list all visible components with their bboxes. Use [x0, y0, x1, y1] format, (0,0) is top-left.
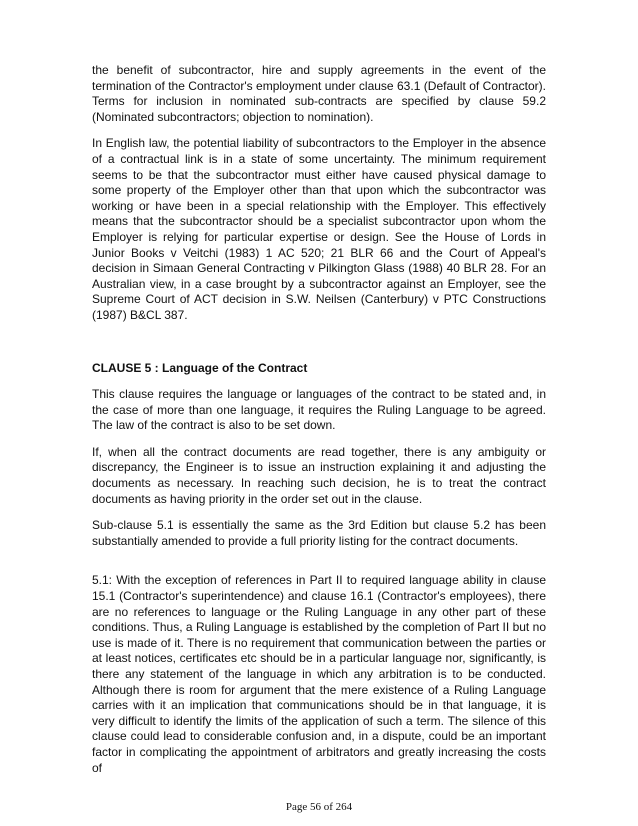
paragraph-clause-requirements: This clause requires the language or languages of the contract to be stated and, in the case of more than one language, it requires the Ruling Language to be agreed. The law of the contract is also to be set down.	[92, 387, 546, 433]
paragraph-ambiguity-discrepancy: If, when all the contract documents are read together, there is any ambiguity or discrepancy, the Engineer is to issue an instruction explaining it and adjusting the documents as necessary. In reaching such decision, he is to treat the contract documents as having priority in the order set out in the clause.	[92, 444, 546, 506]
paragraph-english-law-liability: In English law, the potential liability of subcontractors to the Employer in the absence of a contractual link is in a state of some uncertainty. The minimum requirement seems to be that the subcontractor must either have caused physical damage to some property of the Employer other than that upon which the subcontractor was working or have been in a special relationship with the Employer. This effectively means that the subcontractor should be a specialist subcontractor upon whom the Employer is relying for particular expertise or design. See the House of Lords in Junior Books v Veitchi (1983) 1 AC 520; 21 BLR 66 and the Court of Appeal's decision in Simaan General Contracting v Pilkington Glass (1988) 40 BLR 28. For an Australian view, in a case brought by a subcontractor against an Employer, see the Supreme Court of ACT decision in S.W. Neilsen (Canterbury) v PTC Constructions (1987) B&CL 387.	[92, 136, 546, 322]
clause-5-heading: CLAUSE 5 : Language of the Contract	[92, 360, 308, 375]
paragraph-5-1-commentary: 5.1: With the exception of references in Part II to required language ability in clause 15.1 (Contractor's superintendence) and clause 16.1 (Contractor's employees), there are no references to language or the Ruling Language in any other part of these conditions. Thus, a Ruling Language is established by the completion of Part II but no use is made of it. There is no requirement that communication between the parties or at least notices, certificates etc should be in a particular language nor, significantly, is there any statement of the language in which any arbitration is to be conducted. Although there is room for argument that the mere existence of a Ruling Language carries with it an implication that communications should be in that language, it is very difficult to identify the limits of the application of such a term. The silence of this clause could lead to considerable confusion and, in a dispute, could be an important factor in complicating the appointment of arbitrators and greatly increasing the costs of	[92, 573, 546, 775]
paragraph-nominated-subcontracts: the benefit of subcontractor, hire and supply agreements in the event of the termination of the Contractor's employment under clause 63.1 (Default of Contractor). Terms for inclusion in nominated sub-contracts are specified by clause 59.2 (Nominated subcontractors; objection to nomination).	[92, 63, 546, 124]
paragraph-subclause-comparison: Sub-clause 5.1 is essentially the same as the 3rd Edition but clause 5.2 has been substantially amended to provide a full priority listing for the contract documents.	[92, 518, 546, 548]
document-page	[92, 63, 546, 787]
page-number-footer: Page 56 of 264	[285, 801, 353, 813]
